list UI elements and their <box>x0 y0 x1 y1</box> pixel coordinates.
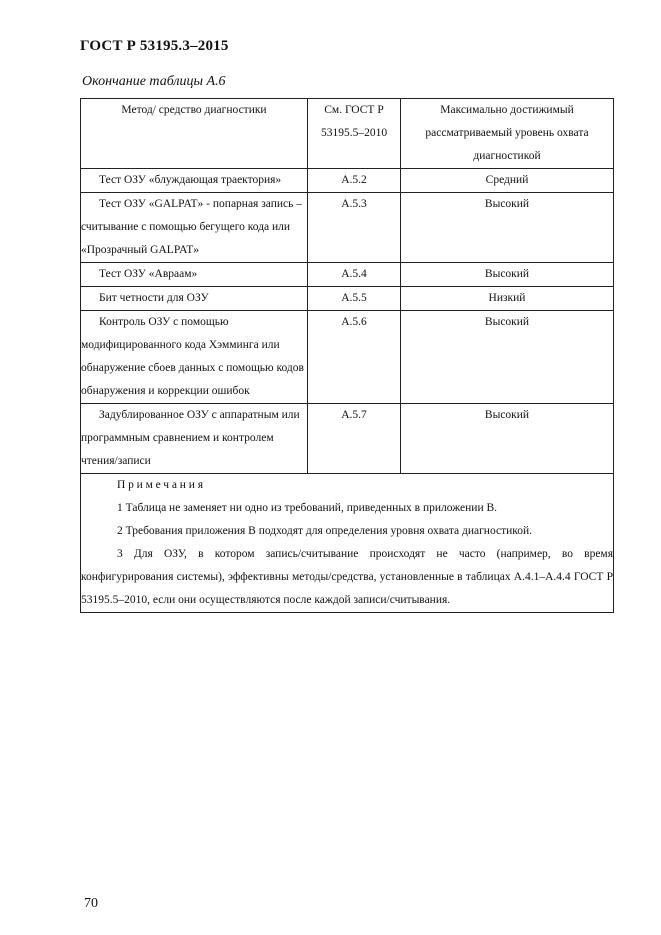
page-number: 70 <box>84 896 98 911</box>
note-item: 3 Для ОЗУ, в котором запись/считывание происходят не часто (например, во время конфигурирования системы), эффективны методы/средства, установленные в таблицах А.4.1–А.4.4 ГОСТ Р 53195.5–2010, если они осуществляются после каждой записи/считывания. <box>81 548 613 606</box>
notes-cell <box>81 474 614 613</box>
method-text: Тест ОЗУ «Авраам» <box>99 268 198 280</box>
reference-cell: А.5.3 <box>308 193 401 263</box>
reference-cell: А.5.6 <box>308 311 401 404</box>
coverage-level-cell: Низкий <box>401 287 614 311</box>
table-header-row <box>81 99 614 169</box>
table-row <box>81 263 614 287</box>
table-row <box>81 193 614 263</box>
coverage-level-cell: Высокий <box>401 404 614 474</box>
method-cell <box>81 404 308 474</box>
notes-title: Примечания <box>117 479 206 491</box>
method-text: Задублированное ОЗУ с аппаратным или программным сравнением и контролем чтения/записи <box>81 409 300 467</box>
method-cell <box>81 169 308 193</box>
diagnostics-table <box>80 98 614 613</box>
method-text: Бит четности для ОЗУ <box>99 292 209 304</box>
table-row <box>81 404 614 474</box>
method-cell <box>81 263 308 287</box>
method-text: Контроль ОЗУ с помощью модифицированного кода Хэмминга или обнаружение сбоев данных с помощью кодов обнаружения и коррекции ошибок <box>81 316 304 397</box>
reference-cell: А.5.4 <box>308 263 401 287</box>
reference-cell: А.5.2 <box>308 169 401 193</box>
method-cell <box>81 311 308 404</box>
method-text: Тест ОЗУ «блуждающая траектория» <box>99 174 282 186</box>
coverage-level-cell: Высокий <box>401 311 614 404</box>
coverage-level-cell: Высокий <box>401 263 614 287</box>
document-header: ГОСТ Р 53195.3–2015 <box>80 38 229 54</box>
table-row <box>81 311 614 404</box>
coverage-level-cell: Высокий <box>401 193 614 263</box>
method-cell <box>81 287 308 311</box>
table-caption: Окончание таблицы А.6 <box>82 74 226 89</box>
column-header-coverage-level: Максимально достижимый рассматриваемый уровень охвата диагностикой <box>401 99 614 169</box>
method-text: Тест ОЗУ «GALPAT» - попарная запись – считывание с помощью бегущего кода или «Прозрачный GALPAT» <box>81 198 303 256</box>
note-item: 2 Требования приложения В подходят для определения уровня охвата диагностикой. <box>117 525 533 537</box>
note-item: 1 Таблица не заменяет ни одно из требований, приведенных в приложении В. <box>117 502 498 514</box>
coverage-level-cell: Средний <box>401 169 614 193</box>
notes-row <box>81 474 614 613</box>
method-cell <box>81 193 308 263</box>
table-row <box>81 169 614 193</box>
table-row <box>81 287 614 311</box>
column-header-method: Метод/ средство диагностики <box>81 99 308 169</box>
reference-cell: А.5.5 <box>308 287 401 311</box>
reference-cell: А.5.7 <box>308 404 401 474</box>
column-header-reference: См. ГОСТ Р 53195.5–2010 <box>308 99 401 169</box>
